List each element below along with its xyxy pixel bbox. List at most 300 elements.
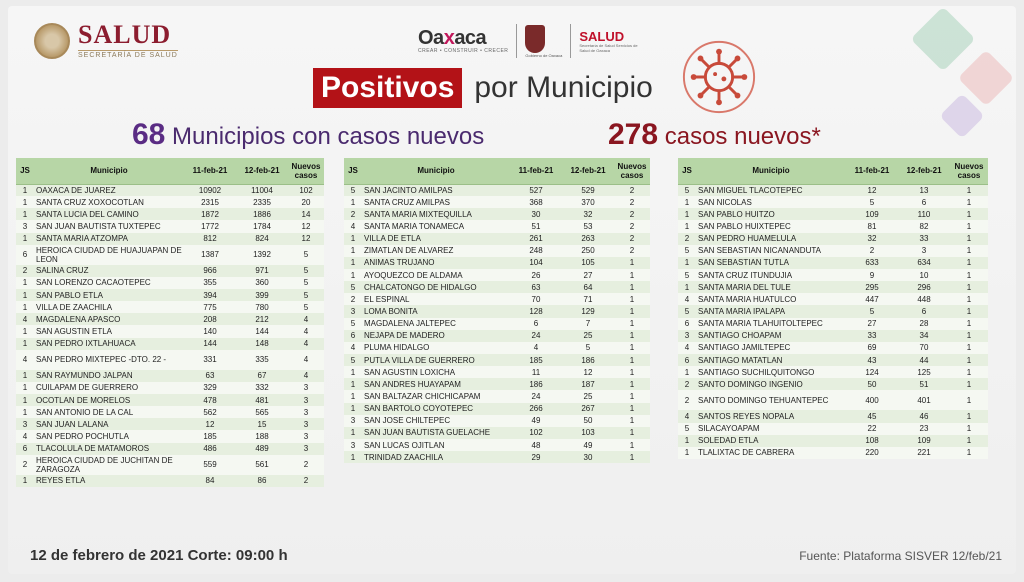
cell-date2: 824: [236, 233, 288, 245]
cell-date2: 23: [898, 423, 950, 435]
cell-date2: 25: [562, 390, 614, 402]
cell-date1: 331: [184, 350, 236, 370]
table-row: [16, 233, 324, 245]
table-row: [678, 366, 988, 378]
cell-date1: 355: [184, 277, 236, 289]
cell-date1: 775: [184, 301, 236, 313]
salud-oaxaca-subtitle: Secretaría de Salud Servicios de Salud de Oaxaca: [579, 42, 638, 53]
table-row: [16, 406, 324, 418]
cell-date2: 86: [236, 475, 288, 487]
cell-municipio: SAN PEDRO IXTLAHUACA: [34, 338, 184, 350]
cell-municipio: ZIMATLAN DE ALVAREZ: [362, 245, 510, 257]
cell-municipio: SAN JUAN LALANA: [34, 418, 184, 430]
cell-js: 5: [344, 354, 362, 366]
casos-text: casos nuevos*: [664, 123, 821, 150]
cell-date1: 559: [184, 455, 236, 475]
table-row: [344, 233, 650, 245]
cell-nuevos: 1: [950, 354, 988, 366]
cell-js: 4: [16, 430, 34, 442]
cell-date1: 128: [510, 305, 562, 317]
cell-date1: 30: [510, 208, 562, 220]
col-nuevos: Nuevos casos: [614, 158, 650, 184]
table-row: [16, 475, 324, 487]
table-row: [344, 305, 650, 317]
table-row: [678, 245, 988, 257]
cell-date1: 11: [510, 366, 562, 378]
cell-date2: 370: [562, 196, 614, 208]
cell-nuevos: 1: [950, 330, 988, 342]
cell-js: 5: [678, 305, 696, 317]
table-row: [678, 233, 988, 245]
cell-municipio: SAN BARTOLO COYOTEPEC: [362, 403, 510, 415]
cell-date1: 368: [510, 196, 562, 208]
table-row: [678, 196, 988, 208]
cell-date2: 44: [898, 354, 950, 366]
table-row: [16, 338, 324, 350]
cell-date1: 27: [846, 318, 898, 330]
table-row: [16, 455, 324, 475]
cell-date1: 261: [510, 233, 562, 245]
cell-municipio: SAN JUAN BAUTISTA TUXTEPEC: [34, 220, 184, 232]
cell-js: 5: [678, 269, 696, 281]
cell-date2: 109: [898, 435, 950, 447]
cell-date2: 221: [898, 447, 950, 459]
cell-js: 1: [678, 281, 696, 293]
cell-nuevos: 4: [288, 338, 324, 350]
cell-nuevos: 2: [288, 455, 324, 475]
cell-municipio: ANIMAS TRUJANO: [362, 257, 510, 269]
cell-date1: 45: [846, 410, 898, 422]
table-row: [16, 196, 324, 208]
cell-municipio: VILLA DE ZAACHILA: [34, 301, 184, 313]
cell-nuevos: 1: [614, 293, 650, 305]
table-row: [678, 257, 988, 269]
cell-nuevos: 1: [950, 233, 988, 245]
table-row: [344, 281, 650, 293]
cell-nuevos: 12: [288, 233, 324, 245]
cell-nuevos: 5: [288, 245, 324, 265]
cell-municipio: SAN PABLO HUIXTEPEC: [696, 220, 846, 232]
cell-municipio: SAN JACINTO AMILPAS: [362, 184, 510, 196]
cell-date2: 71: [562, 293, 614, 305]
cell-js: 5: [678, 184, 696, 196]
cell-date2: 30: [562, 451, 614, 463]
table-row: [678, 423, 988, 435]
cell-municipio: SAN AGUSTIN ETLA: [34, 325, 184, 337]
cell-date1: 185: [184, 430, 236, 442]
cell-nuevos: 1: [614, 415, 650, 427]
cell-nuevos: 3: [288, 394, 324, 406]
table-row: [344, 342, 650, 354]
cell-nuevos: 1: [950, 447, 988, 459]
cell-nuevos: 1: [614, 390, 650, 402]
cell-nuevos: 1: [950, 423, 988, 435]
cell-js: 1: [678, 447, 696, 459]
cell-date2: 5: [562, 342, 614, 354]
cell-date2: 401: [898, 390, 950, 410]
cell-municipio: SAN PEDRO MIXTEPEC -DTO. 22 -: [34, 350, 184, 370]
cell-date2: 82: [898, 220, 950, 232]
cell-js: 6: [678, 354, 696, 366]
cell-date2: 105: [562, 257, 614, 269]
col-date2: 12-feb-21: [898, 158, 950, 184]
cell-date1: 70: [510, 293, 562, 305]
cell-js: 1: [678, 196, 696, 208]
cell-date1: 5: [846, 196, 898, 208]
cell-date2: 1784: [236, 220, 288, 232]
cell-date2: 250: [562, 245, 614, 257]
table-row: [678, 354, 988, 366]
table-row: [678, 378, 988, 390]
table-row: [678, 435, 988, 447]
cell-nuevos: 1: [614, 281, 650, 293]
cell-nuevos: 2: [614, 208, 650, 220]
cell-date2: 399: [236, 289, 288, 301]
col-date1: 11-feb-21: [184, 158, 236, 184]
table-row: [344, 220, 650, 232]
cell-date1: 966: [184, 265, 236, 277]
cell-date2: 11004: [236, 184, 288, 196]
table-row: [344, 293, 650, 305]
table-row: [16, 277, 324, 289]
cell-js: 3: [16, 418, 34, 430]
cell-date1: 486: [184, 443, 236, 455]
cell-date1: 108: [846, 435, 898, 447]
cell-date1: 295: [846, 281, 898, 293]
cell-date1: 32: [846, 233, 898, 245]
cell-date1: 186: [510, 378, 562, 390]
cell-municipio: NEJAPA DE MADERO: [362, 330, 510, 342]
cell-date1: 9: [846, 269, 898, 281]
cell-municipio: EL ESPINAL: [362, 293, 510, 305]
cell-js: 3: [344, 305, 362, 317]
table-row: [344, 354, 650, 366]
cell-date2: 64: [562, 281, 614, 293]
cell-date1: 5: [846, 305, 898, 317]
cell-nuevos: 1: [950, 184, 988, 196]
cell-js: 3: [16, 220, 34, 232]
cell-municipio: SANTO DOMINGO INGENIO: [696, 378, 846, 390]
cell-nuevos: 1: [950, 410, 988, 422]
cell-date2: 1886: [236, 208, 288, 220]
cell-nuevos: 1: [614, 318, 650, 330]
table-row: [16, 394, 324, 406]
cell-date2: 10: [898, 269, 950, 281]
cell-js: 1: [344, 403, 362, 415]
cell-js: 1: [16, 233, 34, 245]
cell-nuevos: 3: [288, 418, 324, 430]
oaxaca-logo-text: Oaxaca: [418, 27, 487, 49]
cell-date2: 28: [898, 318, 950, 330]
cell-municipio: SANTA MARIA DEL TULE: [696, 281, 846, 293]
cell-date2: 448: [898, 293, 950, 305]
table-row: [344, 390, 650, 402]
cell-nuevos: 1: [950, 293, 988, 305]
cell-municipio: CHALCATONGO DE HIDALGO: [362, 281, 510, 293]
salud-logo: [34, 22, 178, 59]
cell-date2: 3: [898, 245, 950, 257]
cell-nuevos: 3: [288, 382, 324, 394]
cell-date1: 102: [510, 427, 562, 439]
cell-js: 1: [16, 184, 34, 196]
table-row: [16, 301, 324, 313]
cell-nuevos: 14: [288, 208, 324, 220]
cell-municipio: SAN JUAN BAUTISTA GUELACHE: [362, 427, 510, 439]
cell-js: 4: [678, 342, 696, 354]
cell-municipio: SANTIAGO JAMILTEPEC: [696, 342, 846, 354]
cell-nuevos: 2: [288, 475, 324, 487]
table-row: [344, 318, 650, 330]
divider: [516, 24, 517, 58]
cell-nuevos: 12: [288, 220, 324, 232]
cell-municipio: HEROICA CIUDAD DE HUAJUAPAN DE LEON: [34, 245, 184, 265]
cell-municipio: VILLA DE ETLA: [362, 233, 510, 245]
cell-municipio: SAN PEDRO HUAMELULA: [696, 233, 846, 245]
table-row: [344, 184, 650, 196]
cell-date2: 144: [236, 325, 288, 337]
cell-municipio: SANTIAGO MATATLAN: [696, 354, 846, 366]
cell-date1: 208: [184, 313, 236, 325]
cell-municipio: SANTA MARIA MIXTEQUILLA: [362, 208, 510, 220]
cell-date1: 447: [846, 293, 898, 305]
cell-municipio: MAGDALENA JALTEPEC: [362, 318, 510, 330]
cell-nuevos: 1: [614, 403, 650, 415]
col-date1: 11-feb-21: [846, 158, 898, 184]
cell-date2: 70: [898, 342, 950, 354]
cell-date2: 51: [898, 378, 950, 390]
cell-js: 5: [344, 318, 362, 330]
cell-js: 1: [678, 257, 696, 269]
cell-js: 1: [16, 289, 34, 301]
cell-date2: 13: [898, 184, 950, 196]
table-row: [678, 330, 988, 342]
cell-nuevos: 1: [950, 390, 988, 410]
cell-date2: 49: [562, 439, 614, 451]
cell-municipio: SANTA MARIA TONAMECA: [362, 220, 510, 232]
table-row: [344, 330, 650, 342]
cell-municipio: SANTOS REYES NOPALA: [696, 410, 846, 422]
cell-nuevos: 4: [288, 313, 324, 325]
cell-municipio: SAN JOSE CHILTEPEC: [362, 415, 510, 427]
cell-js: 1: [344, 196, 362, 208]
cell-date1: 84: [184, 475, 236, 487]
cell-municipio: SANTA CRUZ XOXOCOTLAN: [34, 196, 184, 208]
cell-date1: 6: [510, 318, 562, 330]
salud-logo-subtitle: SECRETARÍA DE SALUD: [78, 52, 178, 59]
cell-municipio: SANTA CRUZ ITUNDUJIA: [696, 269, 846, 281]
cell-date1: 812: [184, 233, 236, 245]
cell-js: 1: [16, 325, 34, 337]
col-nuevos: Nuevos casos: [950, 158, 988, 184]
table-row: [344, 451, 650, 463]
table-row: [16, 220, 324, 232]
cell-municipio: SANTA MARIA IPALAPA: [696, 305, 846, 317]
cell-date1: 48: [510, 439, 562, 451]
col-js: JS: [678, 158, 696, 184]
cell-js: 1: [344, 378, 362, 390]
cell-date2: 46: [898, 410, 950, 422]
cell-municipio: SAN LORENZO CACAOTEPEC: [34, 277, 184, 289]
cell-date1: 29: [510, 451, 562, 463]
cell-municipio: SOLEDAD ETLA: [696, 435, 846, 447]
municipios-table-3: [678, 158, 988, 459]
cell-js: 1: [678, 366, 696, 378]
cell-municipio: SANTO DOMINGO TEHUANTEPEC: [696, 390, 846, 410]
table-row: [16, 208, 324, 220]
cell-date1: 2: [846, 245, 898, 257]
cell-date2: 360: [236, 277, 288, 289]
cell-municipio: PUTLA VILLA DE GUERRERO: [362, 354, 510, 366]
cell-date1: 33: [846, 330, 898, 342]
cell-nuevos: 1: [950, 366, 988, 378]
table-row: [16, 370, 324, 382]
cell-date1: 109: [846, 208, 898, 220]
cell-js: 1: [16, 475, 34, 487]
cell-municipio: SAN AGUSTIN LOXICHA: [362, 366, 510, 378]
table-row: [344, 196, 650, 208]
cell-date1: 12: [184, 418, 236, 430]
cell-date2: 2335: [236, 196, 288, 208]
cell-js: 2: [678, 390, 696, 410]
col-date2: 12-feb-21: [236, 158, 288, 184]
table-row: [344, 439, 650, 451]
cell-date2: 6: [898, 196, 950, 208]
cell-date2: 565: [236, 406, 288, 418]
cell-js: 1: [344, 390, 362, 402]
cell-date2: 263: [562, 233, 614, 245]
cell-date2: 50: [562, 415, 614, 427]
cell-js: 6: [678, 318, 696, 330]
cell-municipio: SAN RAYMUNDO JALPAN: [34, 370, 184, 382]
cell-js: 1: [16, 208, 34, 220]
cell-nuevos: 1: [614, 354, 650, 366]
cell-nuevos: 1: [614, 427, 650, 439]
cell-date1: 69: [846, 342, 898, 354]
table-row: [16, 418, 324, 430]
cell-nuevos: 1: [950, 435, 988, 447]
cell-js: 5: [678, 423, 696, 435]
casos-count: 278: [608, 118, 659, 151]
table-row: [678, 410, 988, 422]
cell-date2: 7: [562, 318, 614, 330]
cell-municipio: HEROICA CIUDAD DE JUCHITAN DE ZARAGOZA: [34, 455, 184, 475]
cell-date2: 481: [236, 394, 288, 406]
title-rest: por Municipio: [474, 71, 653, 104]
salud-logo-text: SALUD: [78, 20, 172, 49]
cell-nuevos: 3: [288, 443, 324, 455]
cell-nuevos: 1: [614, 378, 650, 390]
table-row: [344, 366, 650, 378]
cell-nuevos: 20: [288, 196, 324, 208]
cell-municipio: SANTA CRUZ AMILPAS: [362, 196, 510, 208]
table-row: [678, 342, 988, 354]
cell-date2: 32: [562, 208, 614, 220]
table-row: [16, 245, 324, 265]
cell-date1: 50: [846, 378, 898, 390]
table-row: [16, 382, 324, 394]
cell-date2: 332: [236, 382, 288, 394]
table-row: [344, 415, 650, 427]
cell-date2: 33: [898, 233, 950, 245]
title-highlight: Positivos: [313, 68, 462, 108]
cell-municipio: MAGDALENA APASCO: [34, 313, 184, 325]
cell-date2: 27: [562, 269, 614, 281]
cell-nuevos: 1: [950, 269, 988, 281]
cell-date2: 103: [562, 427, 614, 439]
col-date1: 11-feb-21: [510, 158, 562, 184]
cell-municipio: SILACAYOAPAM: [696, 423, 846, 435]
cell-js: 1: [344, 269, 362, 281]
cell-date2: 129: [562, 305, 614, 317]
mexico-seal-icon: [34, 23, 70, 59]
cell-municipio: SANTA MARIA HUATULCO: [696, 293, 846, 305]
table-row: [678, 281, 988, 293]
table-row: [678, 208, 988, 220]
cell-js: 4: [678, 293, 696, 305]
cell-date1: 394: [184, 289, 236, 301]
cell-municipio: CUILAPAM DE GUERRERO: [34, 382, 184, 394]
cell-nuevos: 4: [288, 370, 324, 382]
cell-municipio: OCOTLAN DE MORELOS: [34, 394, 184, 406]
cell-nuevos: 1: [614, 305, 650, 317]
casos-summary: [608, 118, 821, 152]
cell-date2: 53: [562, 220, 614, 232]
cell-date2: 296: [898, 281, 950, 293]
cell-js: 1: [16, 338, 34, 350]
cell-municipio: SANTIAGO SUCHILQUITONGO: [696, 366, 846, 378]
cell-nuevos: 1: [614, 269, 650, 281]
cell-nuevos: 1: [950, 281, 988, 293]
cell-municipio: SAN PEDRO POCHUTLA: [34, 430, 184, 442]
cell-nuevos: 102: [288, 184, 324, 196]
cell-date1: 1772: [184, 220, 236, 232]
municipios-table-1: [16, 158, 324, 487]
cell-municipio: SANTA MARIA ATZOMPA: [34, 233, 184, 245]
cell-nuevos: 1: [950, 220, 988, 232]
cell-nuevos: 5: [288, 265, 324, 277]
cell-date2: 125: [898, 366, 950, 378]
cell-js: 2: [344, 208, 362, 220]
cell-nuevos: 1: [614, 439, 650, 451]
cell-municipio: SALINA CRUZ: [34, 265, 184, 277]
cell-nuevos: 2: [614, 245, 650, 257]
cell-nuevos: 3: [288, 406, 324, 418]
footer-date: 12 de febrero de 2021 Corte: 09:00 h: [30, 547, 288, 564]
cell-date2: 148: [236, 338, 288, 350]
cell-municipio: PLUMA HIDALGO: [362, 342, 510, 354]
table-row: [344, 403, 650, 415]
cell-municipio: SAN NICOLAS: [696, 196, 846, 208]
cell-nuevos: 1: [950, 257, 988, 269]
cell-nuevos: 5: [288, 301, 324, 313]
cell-date1: 400: [846, 390, 898, 410]
cell-date2: 335: [236, 350, 288, 370]
cell-municipio: SAN BALTAZAR CHICHICAPAM: [362, 390, 510, 402]
cell-date1: 329: [184, 382, 236, 394]
virus-icon: [680, 38, 758, 116]
cell-municipio: AYOQUEZCO DE ALDAMA: [362, 269, 510, 281]
cell-js: 6: [344, 330, 362, 342]
cell-date2: 6: [898, 305, 950, 317]
cell-date2: 110: [898, 208, 950, 220]
cell-js: 1: [344, 245, 362, 257]
table-row: [678, 447, 988, 459]
page-title: [313, 68, 653, 108]
col-municipio: Municipio: [34, 158, 184, 184]
cell-js: 1: [16, 301, 34, 313]
cell-js: 2: [678, 233, 696, 245]
cell-js: 3: [678, 330, 696, 342]
